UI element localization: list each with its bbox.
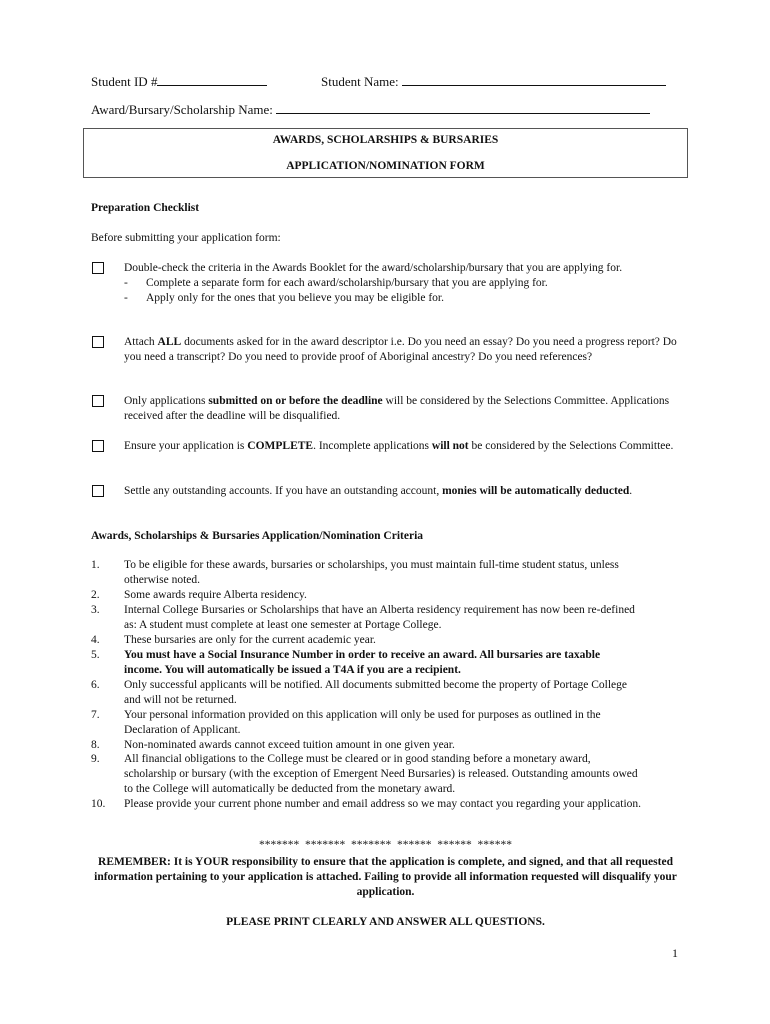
checklist-item-3: Only applications submitted on or before the deadline will be considered by the Selections Committee. Applications received after the deadline will be disqualified.: [124, 395, 670, 422]
student-name-field[interactable]: [321, 73, 666, 89]
print-clearly-notice: PLEASE PRINT CLEARLY AND ANSWER ALL QUESTIONS.: [226, 916, 545, 928]
form-title-box: [83, 128, 688, 178]
checklist-item-2: Attach ALL documents asked for in the award descriptor i.e. Do you need an essay? Do you need a progress report? Do you need a transcript? Do you need to provide proof of Aboriginal ancestry? Do you need references?: [124, 336, 677, 363]
student-name-label: Student Name:: [321, 74, 399, 89]
checklist-heading: Preparation Checklist: [91, 202, 200, 214]
student-id-field[interactable]: [91, 73, 267, 89]
checklist-item-1-text: Double-check the criteria in the Awards Booklet for the award/scholarship/bursary that you are applying for.: [124, 262, 623, 274]
student-id-label: Student ID #: [91, 74, 158, 89]
checkbox-1[interactable]: [92, 262, 104, 274]
checklist-item-4: Ensure your application is COMPLETE. Incomplete applications will not be considered by the Selections Committee.: [124, 440, 674, 452]
award-name-line[interactable]: [276, 101, 650, 114]
checklist-item-1: [124, 261, 684, 306]
student-name-line[interactable]: [402, 73, 666, 86]
page-number: 1: [672, 946, 678, 960]
student-id-line[interactable]: [157, 73, 267, 86]
checkbox-2[interactable]: [92, 336, 104, 348]
checkbox-5[interactable]: [92, 485, 104, 497]
checklist-intro: Before submitting your application form:: [91, 232, 281, 244]
award-name-label: Award/Bursary/Scholarship Name:: [91, 102, 273, 117]
form-title-line2: APPLICATION/NOMINATION FORM: [286, 160, 485, 172]
checklist-item-5: Settle any outstanding accounts. If you have an outstanding account, monies will be automatically deducted.: [124, 485, 633, 497]
award-name-field[interactable]: [91, 101, 650, 117]
criteria-heading: Awards, Scholarships & Bursaries Application/Nomination Criteria: [91, 530, 424, 542]
checklist-item-1-sub2: - Apply only for the ones that you believe you may be eligible for.: [124, 292, 444, 304]
remember-notice: REMEMBER: It is YOUR responsibility to ensure that the application is complete, and signed, and that all requested information pertaining to your application is attached. Failing to provide all information requested will disqualify your application.: [94, 856, 677, 898]
checkbox-3[interactable]: [92, 395, 104, 407]
checklist-item-1-sub1: - Complete a separate form for each award/scholarship/bursary that you are applying for.: [124, 277, 548, 289]
form-title-line1: AWARDS, SCHOLARSHIPS & BURSARIES: [272, 134, 499, 146]
separator-stars: ******* ******* ******* ****** ****** ******: [259, 839, 512, 851]
checkbox-4[interactable]: [92, 440, 104, 452]
